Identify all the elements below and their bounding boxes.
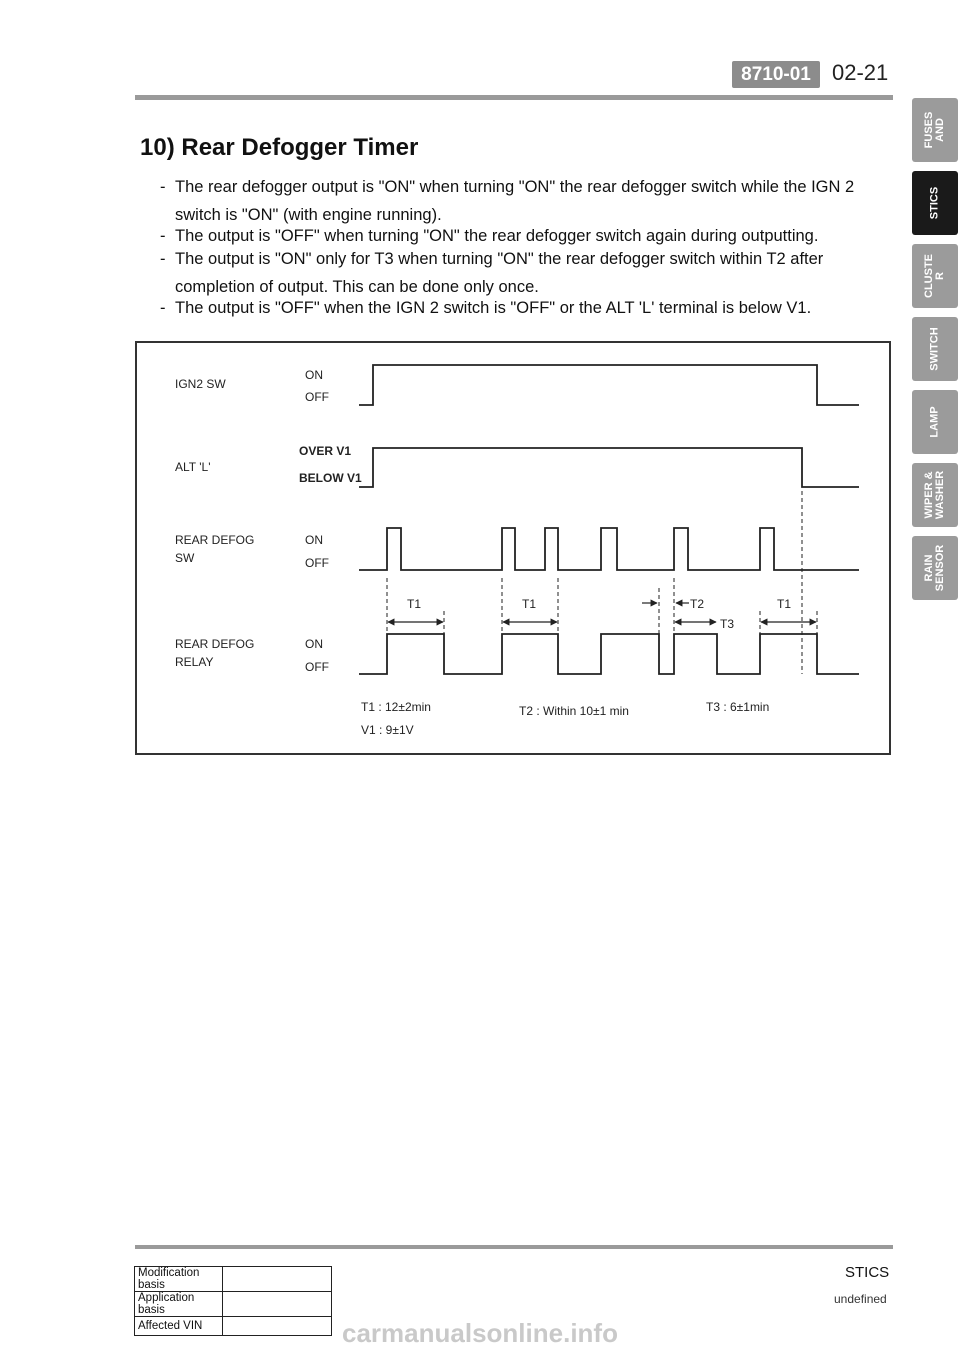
rear-defog-sw-label: REAR DEFOG	[175, 533, 255, 547]
modification-basis-label: Modification basis	[135, 1267, 223, 1292]
ign2-sw-label: IGN2 SW	[175, 377, 226, 391]
alt-over-v1-level: OVER V1	[299, 444, 352, 458]
tab-switch[interactable]	[912, 317, 958, 381]
table-row	[135, 1267, 332, 1292]
rear-defog-relay-waveform	[359, 634, 859, 674]
rear-defog-relay-label-line2: RELAY	[175, 655, 214, 669]
t1-label: T1	[407, 597, 422, 611]
modification-basis-value	[223, 1267, 332, 1292]
ign2-on-level: ON	[305, 368, 323, 382]
defog-sw-off-level: OFF	[305, 556, 329, 570]
bullet-text: The output is "OFF" when turning "ON" the rear defogger switch again during outputting.	[175, 227, 819, 245]
footer-divider	[135, 1245, 893, 1249]
rear-defog-relay-label: REAR DEFOG	[175, 637, 255, 651]
bullet-text: The output is "OFF" when the IGN 2 switch is "OFF" or the ALT 'L' terminal is below V1.	[175, 299, 812, 317]
tab-rain-sensor[interactable]	[912, 536, 958, 600]
tab-stics-label: STICS	[928, 186, 941, 220]
tab-fuses-and-label: FUSES AND	[923, 111, 946, 149]
bullet-text: The output is "ON" only for T3 when turning "ON" the rear defogger switch within T2 after	[175, 250, 824, 268]
tab-cluster-label: CLUSTE R	[923, 254, 946, 298]
t3-spec-note: T3 : 6±1min	[706, 700, 770, 714]
tab-stics[interactable]	[912, 171, 958, 235]
table-row	[135, 1292, 332, 1317]
t1-label: T1	[522, 597, 537, 611]
ign2-sw-waveform	[359, 365, 859, 405]
defog-relay-on-level: ON	[305, 637, 323, 651]
t2-label: T2	[690, 597, 705, 611]
rear-defog-sw-label-line2: SW	[175, 551, 195, 565]
bullet-item	[160, 294, 900, 322]
bullet-dash: -	[160, 227, 166, 245]
bullet-dash: -	[160, 178, 166, 196]
tab-wiper-washer[interactable]	[912, 463, 958, 527]
bullet-item	[160, 173, 900, 229]
page-number: 02-21	[832, 60, 889, 85]
footer-subtitle: undefined	[834, 1292, 887, 1306]
tab-wiper-washer-label: WIPER & WASHER	[923, 470, 946, 520]
timing-diagram	[135, 341, 891, 755]
bullet-dash: -	[160, 299, 166, 317]
defog-sw-on-level: ON	[305, 533, 323, 547]
alt-l-label: ALT 'L'	[175, 460, 211, 474]
site-watermark: carmanualsonline.info	[342, 1318, 618, 1348]
affected-vin-label: Affected VIN	[135, 1317, 223, 1336]
tab-switch-label: SWITCH	[928, 327, 941, 371]
bullet-text-continued: completion of output. This can be done only once.	[175, 278, 539, 296]
v1-spec-note: V1 : 9±1V	[361, 723, 414, 737]
tab-rain-sensor-label: RAIN SENSOR	[923, 544, 946, 592]
application-basis-value	[223, 1292, 332, 1317]
t1-spec-note: T1 : 12±2min	[361, 700, 431, 714]
bullet-dash: -	[160, 250, 166, 268]
rear-defog-sw-waveform	[359, 528, 859, 570]
t3-label: T3	[720, 617, 735, 631]
application-basis-label: Application basis	[135, 1292, 223, 1317]
bullet-item	[160, 245, 900, 301]
ign2-off-level: OFF	[305, 390, 329, 404]
bullet-text-continued: switch is "ON" (with engine running).	[175, 206, 442, 224]
alt-l-waveform	[359, 448, 859, 487]
tab-fuses-and[interactable]	[912, 98, 958, 162]
tab-cluster[interactable]	[912, 244, 958, 308]
tab-lamp-label: LAMP	[928, 406, 941, 438]
section-title: 10) Rear Defogger Timer	[140, 134, 419, 161]
header-divider	[135, 95, 893, 100]
section-code-badge: 8710-01	[732, 61, 820, 88]
bullet-text: The rear defogger output is "ON" when turning "ON" the rear defogger switch while the IGN 2	[175, 178, 855, 196]
defog-relay-off-level: OFF	[305, 660, 329, 674]
t2-spec-note: T2 : Within 10±1 min	[519, 704, 629, 718]
tab-lamp[interactable]	[912, 390, 958, 454]
alt-below-v1-level: BELOW V1	[299, 471, 362, 485]
t1-label: T1	[777, 597, 792, 611]
footer-section-title: STICS	[845, 1264, 890, 1281]
